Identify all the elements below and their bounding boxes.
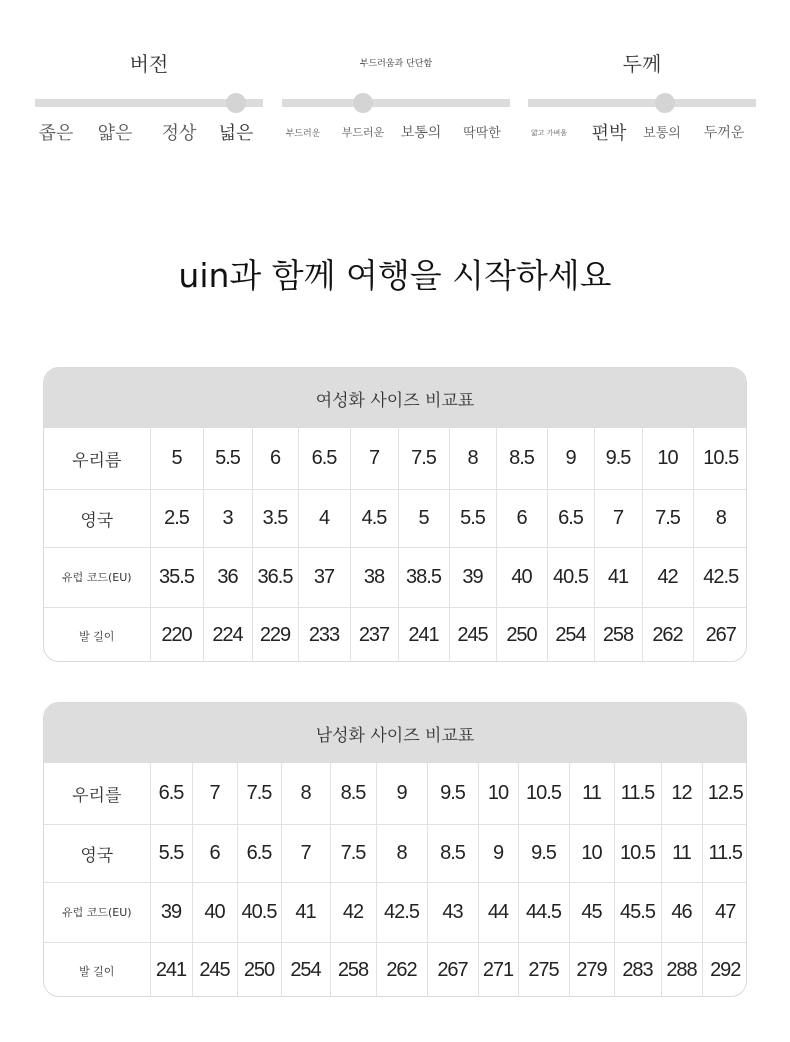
row-label: 영국: [44, 489, 150, 547]
size-cell: 9: [376, 763, 427, 824]
size-cell: 8.5: [330, 763, 376, 824]
size-cell: 245: [449, 607, 496, 662]
row-label: 우리름: [44, 428, 150, 489]
scale-indicator: [226, 93, 246, 113]
size-grid: [44, 763, 747, 997]
size-cell: 8: [693, 489, 747, 547]
size-cell: 9.5: [518, 824, 569, 882]
size-cell: 224: [203, 607, 252, 662]
size-cell: 7.5: [398, 428, 449, 489]
size-cell: 39: [150, 882, 192, 942]
size-cell: 11.5: [614, 763, 661, 824]
size-cell: 11: [661, 824, 702, 882]
size-cell: 40: [496, 547, 547, 607]
size-cell: 9.5: [594, 428, 642, 489]
size-cell: 10.5: [518, 763, 569, 824]
fit-scale-softness: [282, 0, 510, 160]
size-cell: 6.5: [547, 489, 594, 547]
size-cell: 7: [192, 763, 237, 824]
size-cell: 6: [252, 428, 298, 489]
size-cell: 279: [569, 942, 614, 997]
size-cell: 46: [661, 882, 702, 942]
size-cell: 4.5: [350, 489, 398, 547]
size-cell: 6.5: [150, 763, 192, 824]
scale-label: 보통의: [643, 126, 681, 141]
size-cell: 42.5: [376, 882, 427, 942]
size-cell: 9: [547, 428, 594, 489]
row-label: 유럽 코드(EU): [44, 882, 150, 942]
table-row: [44, 547, 747, 607]
size-cell: 10.5: [693, 428, 747, 489]
scale-track: [282, 99, 510, 107]
size-cell: 38: [350, 547, 398, 607]
size-cell: 36: [203, 547, 252, 607]
scale-title: 부드러움과 단단함: [359, 59, 433, 69]
size-cell: 7.5: [330, 824, 376, 882]
size-cell: 6: [496, 489, 547, 547]
scale-label: 편박: [591, 123, 627, 144]
scale-title: 버전: [129, 52, 169, 76]
size-cell: 241: [398, 607, 449, 662]
size-cell: 8.5: [496, 428, 547, 489]
size-cell: 7.5: [237, 763, 281, 824]
table-row: [44, 489, 747, 547]
scale-indicator: [655, 93, 675, 113]
table-title: 남성화 사이즈 비교표: [44, 703, 746, 763]
size-grid: [44, 428, 747, 662]
men-size-table: [43, 702, 747, 997]
size-cell: 6.5: [298, 428, 350, 489]
size-cell: 271: [478, 942, 518, 997]
size-cell: 250: [496, 607, 547, 662]
size-cell: 40.5: [237, 882, 281, 942]
fit-scale-thickness: [528, 0, 756, 160]
table-row: [44, 882, 747, 942]
size-cell: 3: [203, 489, 252, 547]
table-row: [44, 607, 747, 662]
size-cell: 220: [150, 607, 203, 662]
fit-scale-width: [35, 0, 263, 160]
women-size-table: [43, 367, 747, 662]
size-cell: 258: [330, 942, 376, 997]
scale-title: 두께: [622, 52, 662, 76]
size-cell: 42: [642, 547, 693, 607]
size-cell: 8.5: [427, 824, 478, 882]
size-cell: 12.5: [702, 763, 747, 824]
size-cell: 38.5: [398, 547, 449, 607]
scale-label: 넓은: [218, 123, 254, 144]
row-label: 영국: [44, 824, 150, 882]
size-cell: 7: [594, 489, 642, 547]
size-cell: 5: [150, 428, 203, 489]
scale-label: 얇은: [97, 123, 133, 144]
scale-label: 딱딱한: [463, 126, 501, 141]
size-cell: 8: [281, 763, 330, 824]
size-cell: 229: [252, 607, 298, 662]
size-cell: 254: [281, 942, 330, 997]
size-cell: 5.5: [150, 824, 192, 882]
scale-track: [528, 99, 756, 107]
row-label: 우리를: [44, 763, 150, 824]
size-cell: 39: [449, 547, 496, 607]
size-cell: 262: [642, 607, 693, 662]
size-cell: 45.5: [614, 882, 661, 942]
size-cell: 11: [569, 763, 614, 824]
size-cell: 254: [547, 607, 594, 662]
table-title: 여성화 사이즈 비교표: [44, 368, 746, 428]
scale-label: 얇고 가벼움: [530, 129, 568, 137]
size-cell: 9.5: [427, 763, 478, 824]
page-headline: uin과 함께 여행을 시작하세요: [178, 256, 612, 295]
scale-label: 부드러운: [285, 129, 321, 139]
size-cell: 4: [298, 489, 350, 547]
table-row: [44, 824, 747, 882]
size-cell: 12: [661, 763, 702, 824]
size-cell: 11.5: [702, 824, 747, 882]
size-cell: 5: [398, 489, 449, 547]
size-cell: 237: [350, 607, 398, 662]
size-cell: 7: [281, 824, 330, 882]
size-cell: 3.5: [252, 489, 298, 547]
size-cell: 267: [705, 624, 736, 647]
size-cell: 44.5: [518, 882, 569, 942]
size-cell: 41: [281, 882, 330, 942]
size-cell: 40: [192, 882, 237, 942]
size-cell: 9: [478, 824, 518, 882]
size-cell: 42: [330, 882, 376, 942]
size-cell: 8: [449, 428, 496, 489]
row-label: 유럽 코드(EU): [44, 547, 150, 607]
scale-label: 보통의: [400, 125, 442, 141]
scale-label: 정상: [161, 123, 197, 144]
size-cell: 41: [594, 547, 642, 607]
size-cell: 47: [702, 882, 747, 942]
scale-label: 부드러운: [341, 126, 385, 139]
size-cell: 2.5: [150, 489, 203, 547]
size-cell: 241: [150, 942, 192, 997]
size-cell: 6.5: [237, 824, 281, 882]
size-cell: 10: [569, 824, 614, 882]
size-cell: 6: [192, 824, 237, 882]
table-row: [44, 428, 747, 489]
size-cell: 10.5: [614, 824, 661, 882]
size-cell: 37: [298, 547, 350, 607]
size-cell: 10: [478, 763, 518, 824]
size-cell: 43: [427, 882, 478, 942]
size-cell: 5.5: [203, 428, 252, 489]
size-cell: 5.5: [449, 489, 496, 547]
size-cell: 275: [518, 942, 569, 997]
size-cell: 40.5: [547, 547, 594, 607]
scale-label: 좁은: [38, 123, 74, 144]
scale-indicator: [353, 93, 373, 113]
size-cell: 35.5: [150, 547, 203, 607]
size-cell: 8: [376, 824, 427, 882]
table-row: [44, 942, 747, 997]
size-cell: 288: [661, 942, 702, 997]
row-label: 발 길이: [44, 942, 150, 997]
size-cell: 45: [569, 882, 614, 942]
size-cell: 250: [237, 942, 281, 997]
size-cell: 233: [298, 607, 350, 662]
size-cell: 258: [594, 607, 642, 662]
size-cell: 36.5: [252, 547, 298, 607]
scale-label: 두꺼운: [703, 125, 745, 141]
row-label: 발 길이: [44, 607, 150, 662]
table-row: [44, 763, 747, 824]
size-cell: 42.5: [693, 547, 747, 607]
size-cell: 283: [614, 942, 661, 997]
size-cell: 44: [478, 882, 518, 942]
size-cell: 7: [350, 428, 398, 489]
size-cell: 292: [710, 959, 741, 982]
size-cell: 7.5: [642, 489, 693, 547]
size-cell: 245: [192, 942, 237, 997]
size-cell: 10: [642, 428, 693, 489]
size-cell: 262: [376, 942, 427, 997]
size-cell: 267: [427, 942, 478, 997]
